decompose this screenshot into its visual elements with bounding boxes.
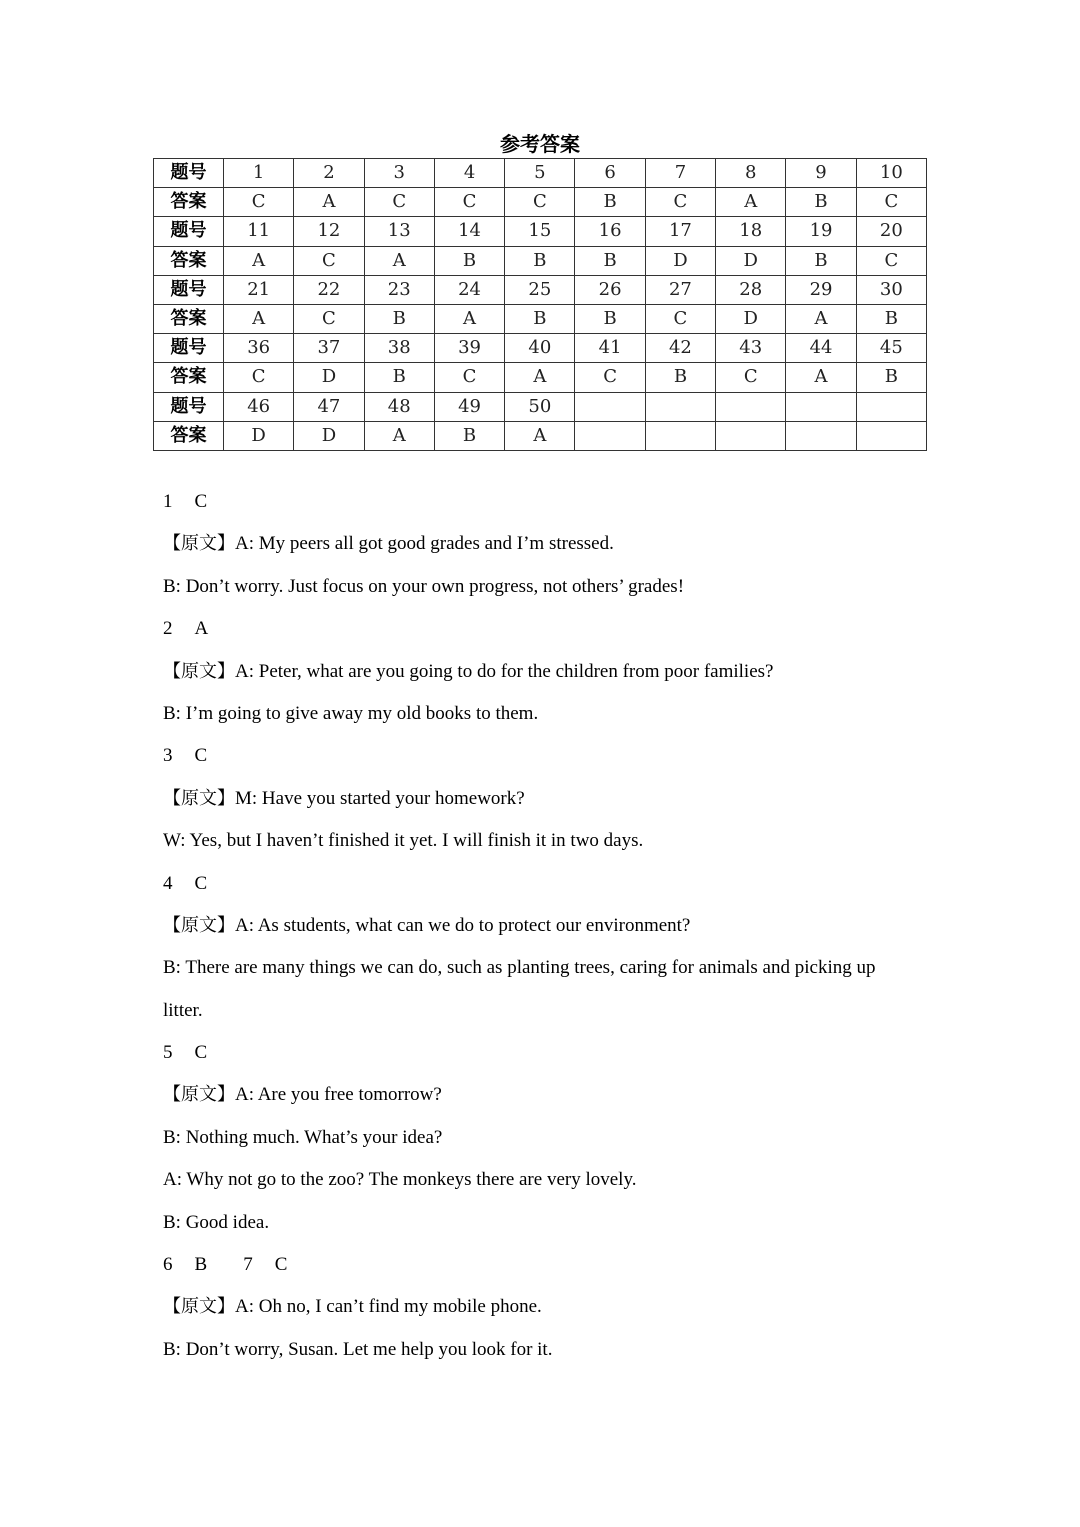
answer-cell	[856, 421, 926, 450]
transcript-text: B: I’m going to give away my old books to them.	[163, 702, 539, 724]
answer-letter: C	[194, 745, 208, 767]
question-number: 1	[163, 491, 173, 512]
answer-label: 答案	[154, 188, 224, 217]
answer-cell	[716, 421, 786, 450]
question-number-cell: 36	[224, 334, 294, 363]
transcript-text: A: Are you free tomorrow?	[235, 1084, 442, 1106]
answer-label: 答案	[154, 304, 224, 333]
answer-letter: B	[194, 1254, 208, 1276]
transcript-first-line	[163, 1286, 923, 1328]
answer-cell: D	[294, 363, 364, 392]
transcript-text: A: Why not go to the zoo? The monkeys there are very lovely.	[163, 1169, 637, 1191]
answer-heading	[163, 863, 923, 905]
answer-heading	[163, 1032, 923, 1074]
question-number: 5	[163, 1042, 173, 1064]
answer-cell: B	[786, 188, 856, 217]
answer-row	[154, 421, 927, 450]
question-number-cell: 17	[645, 217, 715, 246]
answer-cell: C	[716, 363, 786, 392]
question-number-row	[154, 159, 927, 188]
answer-cell: C	[856, 188, 926, 217]
answer-cell: B	[856, 304, 926, 333]
answer-cell: D	[224, 421, 294, 450]
question-number: 4	[163, 872, 173, 894]
question-number-cell: 48	[364, 392, 434, 421]
answer-cell: C	[575, 363, 645, 392]
answer-cell: B	[786, 246, 856, 275]
answer-cell: C	[645, 188, 715, 217]
question-number-row	[154, 217, 927, 246]
transcript-text: B: Good idea.	[163, 1211, 270, 1233]
answer-cell: C	[224, 363, 294, 392]
transcript-tag: 【原文】	[163, 787, 235, 809]
answer-cell: C	[294, 246, 364, 275]
answer-letter: C	[194, 491, 208, 512]
question-number-cell: 20	[856, 217, 926, 246]
answer-cell	[575, 421, 645, 450]
transcript-line	[163, 1117, 923, 1159]
answer-cell: C	[364, 188, 434, 217]
question-number-cell: 13	[364, 217, 434, 246]
transcript-first-line	[163, 1074, 923, 1116]
transcript-tag: 【原文】	[163, 660, 235, 682]
answer-cell: B	[856, 363, 926, 392]
question-number-cell: 29	[786, 275, 856, 304]
answer-cell: A	[224, 246, 294, 275]
answer-letter: C	[274, 1254, 288, 1276]
answer-cell: C	[645, 304, 715, 333]
page-title: 参考答案	[500, 132, 580, 156]
answer-label: 答案	[154, 246, 224, 275]
answer-cell: B	[434, 421, 504, 450]
transcript-line	[163, 1329, 923, 1371]
answer-cell: B	[505, 246, 575, 275]
transcript-text: B: Nothing much. What’s your idea?	[163, 1126, 443, 1148]
transcript-text: A: Oh no, I can’t find my mobile phone.	[235, 1296, 542, 1318]
question-number-cell: 2	[294, 159, 364, 188]
answer-cell: D	[716, 246, 786, 275]
question-number-cell: 30	[856, 275, 926, 304]
question-number-cell: 42	[645, 334, 715, 363]
question-number-cell: 16	[575, 217, 645, 246]
question-number-cell	[716, 392, 786, 421]
question-number-cell: 10	[856, 159, 926, 188]
transcript-first-line	[163, 651, 923, 693]
answer-cell: B	[645, 363, 715, 392]
question-number-label: 题号	[154, 275, 224, 304]
question-number-cell: 25	[505, 275, 575, 304]
question-number: 7	[243, 1254, 253, 1276]
question-number-cell: 9	[786, 159, 856, 188]
question-number-cell: 43	[716, 334, 786, 363]
transcript-line	[163, 566, 923, 608]
question-number-cell: 18	[716, 217, 786, 246]
question-number-cell: 23	[364, 275, 434, 304]
answer-heading	[163, 481, 923, 523]
transcript-text: B: There are many things we can do, such as planting trees, caring for animals and picking up	[163, 957, 876, 979]
question-number-cell: 28	[716, 275, 786, 304]
question-number: 2	[163, 618, 173, 640]
question-number-cell: 12	[294, 217, 364, 246]
question-number-cell: 19	[786, 217, 856, 246]
answer-table	[153, 158, 927, 451]
transcript-line	[163, 693, 923, 735]
answer-letter: A	[194, 618, 209, 640]
question-number-label: 题号	[154, 392, 224, 421]
answer-letter: C	[194, 872, 208, 894]
answer-cell: B	[575, 188, 645, 217]
question-number-label: 题号	[154, 217, 224, 246]
transcript-text: litter.	[163, 999, 203, 1021]
answer-cell: A	[786, 304, 856, 333]
question-number-cell: 15	[505, 217, 575, 246]
question-number-cell: 24	[434, 275, 504, 304]
transcript-tag: 【原文】	[163, 1084, 235, 1106]
transcript-text: A: As students, what can we do to protect our environment?	[235, 914, 691, 936]
answer-cell: B	[434, 246, 504, 275]
question-number-cell: 22	[294, 275, 364, 304]
question-number-cell: 49	[434, 392, 504, 421]
transcript-text: A: My peers all got good grades and I’m stressed.	[235, 533, 614, 555]
answer-cell: C	[294, 304, 364, 333]
question-number-cell: 50	[505, 392, 575, 421]
transcript-tag: 【原文】	[163, 533, 235, 555]
answer-cell: A	[434, 304, 504, 333]
transcript-tag: 【原文】	[163, 914, 235, 936]
question-number-cell: 27	[645, 275, 715, 304]
question-number-cell: 8	[716, 159, 786, 188]
answer-cell: A	[505, 363, 575, 392]
answer-row	[154, 304, 927, 333]
question-number-cell: 45	[856, 334, 926, 363]
answer-cell: C	[434, 188, 504, 217]
answer-row	[154, 363, 927, 392]
answer-heading	[163, 1244, 923, 1286]
question-number-cell	[786, 392, 856, 421]
transcript-first-line	[163, 905, 923, 947]
answer-explanations	[163, 481, 923, 1371]
transcript-first-line	[163, 523, 923, 565]
question-number-cell: 21	[224, 275, 294, 304]
answer-cell: A	[224, 304, 294, 333]
answer-label: 答案	[154, 363, 224, 392]
answer-cell: B	[364, 363, 434, 392]
question-number-cell: 46	[224, 392, 294, 421]
question-number-cell: 26	[575, 275, 645, 304]
transcript-line	[163, 820, 923, 862]
question-number: 3	[163, 745, 173, 767]
question-number-cell: 1	[224, 159, 294, 188]
question-number-cell: 5	[505, 159, 575, 188]
answer-cell: A	[294, 188, 364, 217]
answer-cell: A	[786, 363, 856, 392]
question-number-cell: 4	[434, 159, 504, 188]
answer-cell: D	[294, 421, 364, 450]
answer-row	[154, 246, 927, 275]
question-number-cell: 39	[434, 334, 504, 363]
transcript-text: B: Don’t worry. Just focus on your own progress, not others’ grades!	[163, 575, 685, 597]
answer-cell: B	[505, 304, 575, 333]
answer-cell	[786, 421, 856, 450]
question-number-label: 题号	[154, 159, 224, 188]
answer-cell: D	[645, 246, 715, 275]
transcript-first-line	[163, 778, 923, 820]
question-number-cell	[856, 392, 926, 421]
transcript-line	[163, 1202, 923, 1244]
transcript-text: M: Have you started your homework?	[235, 787, 525, 809]
question-number-row	[154, 275, 927, 304]
answer-cell: A	[364, 421, 434, 450]
question-number-cell: 6	[575, 159, 645, 188]
answer-cell: B	[575, 304, 645, 333]
question-number-cell: 38	[364, 334, 434, 363]
transcript-line	[163, 947, 923, 989]
transcript-text: A: Peter, what are you going to do for the children from poor families?	[235, 660, 774, 682]
answer-cell: A	[505, 421, 575, 450]
transcript-line	[163, 990, 923, 1032]
answer-cell	[645, 421, 715, 450]
transcript-text: W: Yes, but I haven’t finished it yet. I will finish it in two days.	[163, 830, 644, 852]
question-number-cell: 41	[575, 334, 645, 363]
answer-cell: A	[716, 188, 786, 217]
answer-row	[154, 188, 927, 217]
question-number-cell: 37	[294, 334, 364, 363]
answer-cell: D	[716, 304, 786, 333]
transcript-text: B: Don’t worry, Susan. Let me help you look for it.	[163, 1338, 553, 1360]
question-number-cell	[575, 392, 645, 421]
answer-heading	[163, 735, 923, 777]
question-number-cell	[645, 392, 715, 421]
question-number-cell: 7	[645, 159, 715, 188]
answer-label: 答案	[154, 421, 224, 450]
answer-heading	[163, 608, 923, 650]
answer-letter: C	[194, 1042, 208, 1064]
transcript-line	[163, 1159, 923, 1201]
answer-cell: A	[364, 246, 434, 275]
question-number-label: 题号	[154, 334, 224, 363]
question-number-cell: 47	[294, 392, 364, 421]
question-number-cell: 14	[434, 217, 504, 246]
question-number-cell: 3	[364, 159, 434, 188]
question-number-row	[154, 334, 927, 363]
answer-cell: B	[575, 246, 645, 275]
question-number-cell: 44	[786, 334, 856, 363]
answer-cell: C	[434, 363, 504, 392]
transcript-tag: 【原文】	[163, 1296, 235, 1318]
answer-cell: C	[505, 188, 575, 217]
question-number: 6	[163, 1254, 173, 1276]
question-number-row	[154, 392, 927, 421]
answer-cell: C	[224, 188, 294, 217]
answer-cell: B	[364, 304, 434, 333]
answer-cell: C	[856, 246, 926, 275]
question-number-cell: 11	[224, 217, 294, 246]
question-number-cell: 40	[505, 334, 575, 363]
